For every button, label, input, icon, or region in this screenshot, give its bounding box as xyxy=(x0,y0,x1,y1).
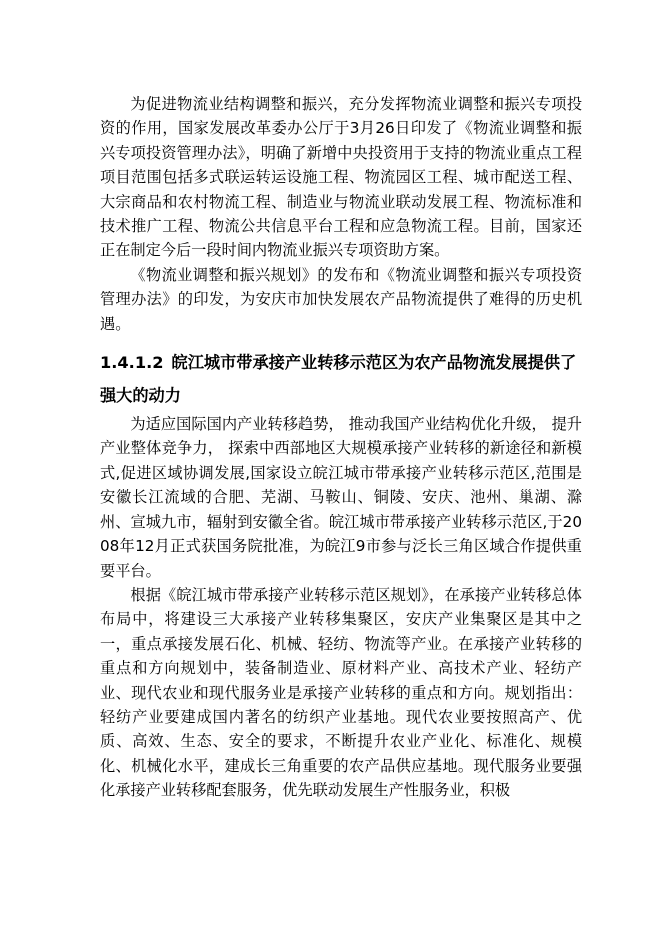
section-number: 1.4.1.2 xyxy=(100,353,164,373)
section-title: 皖江城市带承接产业转移示范区为农产品物流发展提供了强大的动力 xyxy=(100,353,577,406)
document-body xyxy=(100,92,582,803)
paragraph-demonstration-zone: 为适应国际国内产业转移趋势， 推动我国产业结构优化升级， 提升产业整体竞争力， 探索中西部地区大规模承接产业转移的新途径和新模式,促进区域协调发展,国家设立皖江城市带承接产业转移示范区,范围是安徽长江流域的合肥、芜湖、马鞍山、铜陵、安庆、池州、巢湖、滁州、宣城九市，辐射到安徽全省。皖江城市带承接产业转移示范区,于2008年12月正式获国务院批准，为皖江9市参与泛长三角区域合作提供重要平台。 xyxy=(100,415,582,580)
section-heading xyxy=(100,346,582,412)
paragraph-zone-plan: 根据《皖江城市带承接产业转移示范区规划》，在承接产业转移总体布局中，将建设三大承接产业转移集聚区，安庆产业集聚区是其中之一，重点承接发展石化、机械、轻纺、物流等产业。在承接产业转移的重点和方向规划中，装备制造业、原材料产业、高技术产业、轻纺产业、现代农业和现代服务业是承接产业转移的重点和方向。规划指出：轻纺产业要建成国内著名的纺织产业基地。现代农业要按照高产、优质、高效、生态、安全的要求，不断提升农业产业化、标准化、规模化、机械化水平，建成长三角重要的农产品供应基地。现代服务业要强化承接产业转移配套服务，优先联动发展生产性服务业，积极 xyxy=(100,585,582,800)
paragraph-historic-opportunity: 《物流业调整和振兴规划》的发布和《物流业调整和振兴专项投资管理办法》的印发，为安庆市加快发展农产品物流提供了难得的历史机遇。 xyxy=(100,265,582,333)
paragraph-logistics-investment: 为促进物流业结构调整和振兴，充分发挥物流业调整和振兴专项投资的作用，国家发展改革委办公厅于3月26日印发了《物流业调整和振兴专项投资管理办法》，明确了新增中央投资用于支持的物流业重点工程项目范围包括多式联运转运设施工程、物流园区工程、城市配送工程、大宗商品和农村物流工程、制造业与物流业联动发展工程、物流标准和技术推广工程、物流公共信息平台工程和应急物流工程。目前，国家还正在制定今后一段时间内物流业振兴专项资助方案。 xyxy=(100,95,582,260)
